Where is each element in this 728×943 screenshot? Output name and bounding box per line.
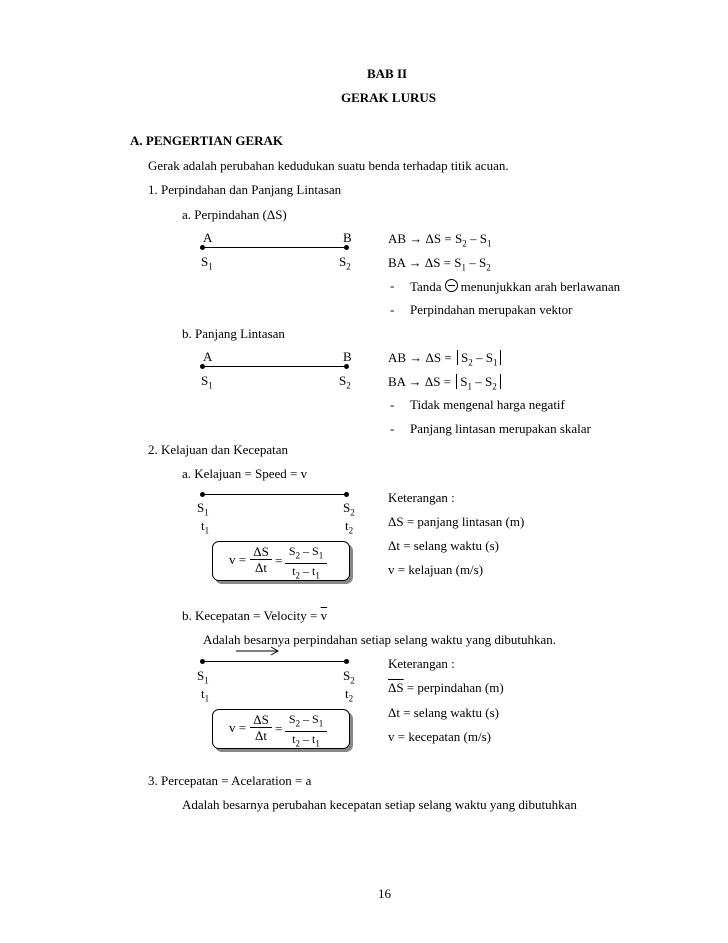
t2-label: $t_2$ [345, 518, 354, 536]
point-a-dot [200, 245, 205, 250]
section-heading: A. PENGERTIAN GERAK [130, 133, 284, 148]
bullet-dash: - [390, 421, 395, 436]
item3-heading: 3. Percepatan = Acelaration = a [148, 773, 312, 788]
s1-label: $S_1$ [201, 373, 213, 391]
t2-label: $t_2$ [345, 686, 354, 704]
item2a-heading: a. Kelajuan = Speed = v [182, 466, 308, 481]
s1-label: $S_1$ [197, 668, 209, 686]
arrow-right-icon [236, 646, 280, 656]
formula-v: v = [229, 552, 247, 567]
item1-heading: 1. Perpindahan dan Panjang Lintasan [148, 182, 342, 197]
chapter-number: BAB II [367, 66, 408, 81]
acceleration-desc: Adalah besarnya perubahan kecepatan setiap selang waktu yang dibutuhkan [182, 797, 577, 812]
displacement-note-vector: Perpindahan merupakan vektor [410, 302, 573, 317]
minus-circle-icon [445, 279, 458, 292]
bullet-dash: - [390, 302, 395, 317]
s1-dot [200, 659, 205, 664]
keterangan-ds: ΔS = panjang lintasan (m) [388, 514, 525, 529]
point-b-label: B [343, 230, 352, 245]
path-eq-ab: AB → $\Delta S = S_2 - S_1$ [388, 350, 501, 371]
velocity-line [203, 661, 347, 662]
speed-line [203, 494, 347, 495]
item2-heading: 2. Kelajuan dan Kecepatan [148, 442, 289, 457]
bullet-dash: - [390, 278, 395, 293]
s2-label: $S_2$ [339, 373, 351, 391]
s2-label: $S_2$ [343, 500, 355, 518]
formula-eq: = [275, 721, 283, 736]
section-intro: Gerak adalah perubahan kedudukan suatu benda terhadap titik acuan. [148, 158, 509, 173]
keterangan-v: v = kecepatan (m/s) [388, 729, 491, 744]
keterangan-label: Keterangan : [388, 490, 455, 505]
keterangan-dt: Δt = selang waktu (s) [388, 705, 500, 720]
formula-frac2: $\frac{S_2 - S_1}{t_2 - t_1}$ [285, 712, 327, 749]
keterangan-label: Keterangan : [388, 656, 455, 671]
item2b-heading: b. Kecepatan = Velocity = $\overline{v}$ [182, 608, 328, 623]
s2-dot [344, 659, 349, 664]
s1-label: $S_1$ [197, 500, 209, 518]
formula-frac2: $\frac{S_2 - S_1}{t_2 - t_1}$ [285, 544, 327, 581]
item1a-heading: a. Perpindahan (ΔS) [182, 207, 287, 222]
s1-dot [200, 492, 205, 497]
displacement-line [203, 247, 347, 248]
path-note-scalar: Panjang lintasan merupakan skalar [410, 421, 591, 436]
point-b-label: B [343, 349, 352, 364]
displacement-note-sign: Tanda menunjukkan arah berlawanan [410, 279, 621, 294]
point-a-label: A [203, 230, 213, 245]
bullet-dash: - [390, 397, 395, 412]
formula-eq: = [275, 553, 283, 568]
path-eq-ba: BA → $\Delta S = S_1 - S_2$ [388, 374, 501, 395]
t1-label: $t_1$ [201, 686, 210, 704]
displacement-eq-ba: BA → $\Delta S = S_1 - S_2$ [388, 255, 491, 273]
formula-v: v = [229, 720, 247, 735]
s2-label: $S_2$ [339, 254, 351, 272]
page-number: 16 [378, 886, 391, 901]
s1-label: $S_1$ [201, 254, 213, 272]
point-b-dot [344, 364, 349, 369]
path-line [203, 366, 347, 367]
path-note-negative: Tidak mengenal harga negatif [410, 397, 565, 412]
point-b-dot [344, 245, 349, 250]
item1b-heading: b. Panjang Lintasan [182, 326, 285, 341]
keterangan-dt: Δt = selang waktu (s) [388, 538, 500, 553]
s2-label: $S_2$ [343, 668, 355, 686]
s2-dot [344, 492, 349, 497]
point-a-label: A [203, 349, 213, 364]
point-a-dot [200, 364, 205, 369]
keterangan-v: v = kelajuan (m/s) [388, 562, 484, 577]
keterangan-ds: $\overline{\Delta S}$ = perpindahan (m) [388, 680, 504, 695]
velocity-desc: Adalah besarnya perpindahan setiap selang waktu yang dibutuhkan. [203, 632, 557, 647]
formula-frac1: $\frac{\Delta S}{\Delta t}$ [250, 712, 272, 744]
formula-frac1: $\frac{\Delta S}{\Delta t}$ [250, 544, 272, 576]
displacement-eq-ab: AB → $\Delta S = S_2 - S_1$ [388, 231, 492, 249]
chapter-title: GERAK LURUS [341, 90, 436, 105]
t1-label: $t_1$ [201, 518, 210, 536]
